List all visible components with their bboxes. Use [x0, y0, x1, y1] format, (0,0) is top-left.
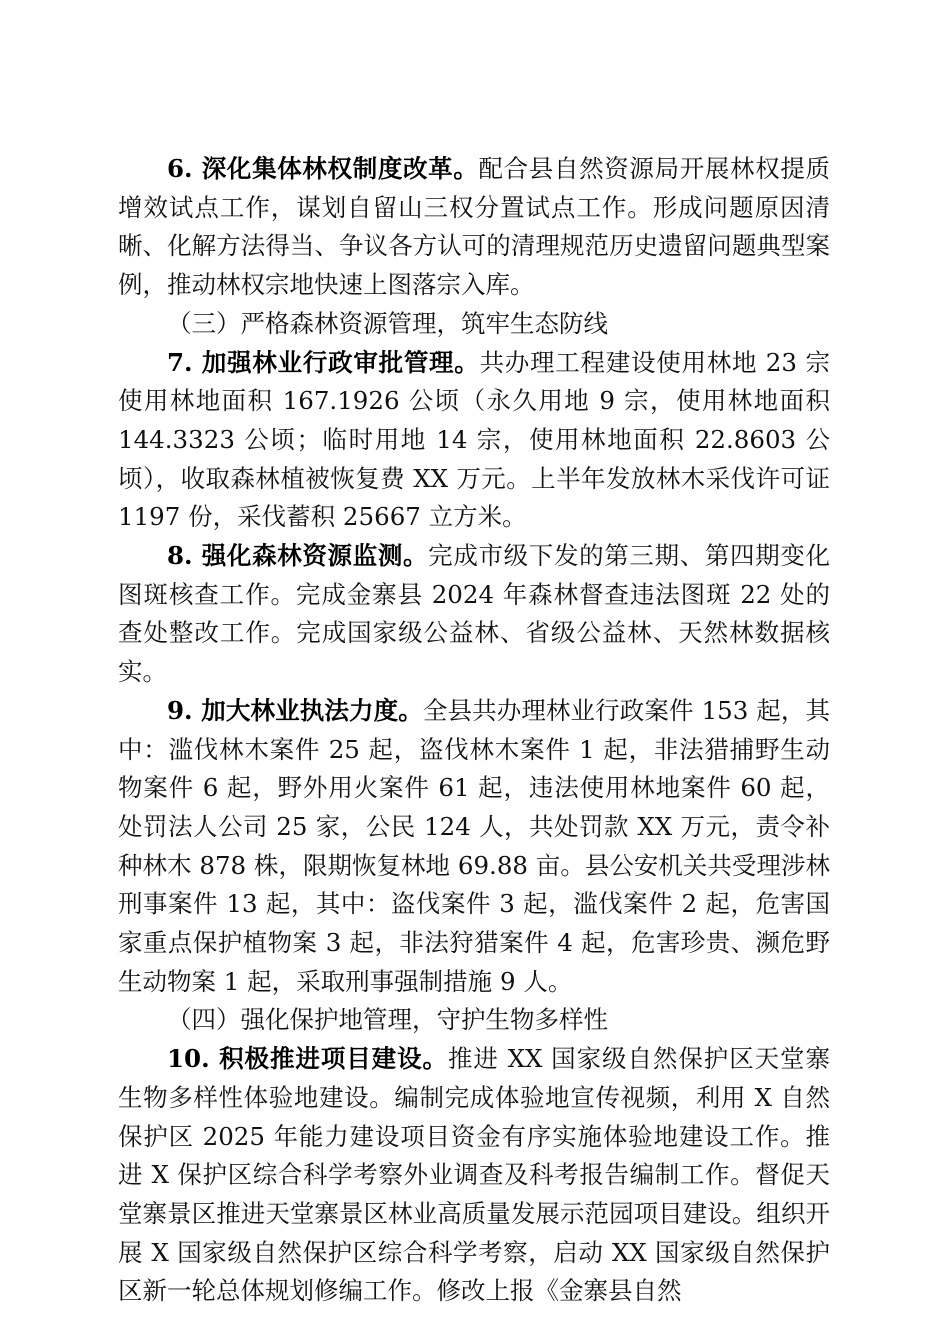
- paragraph-lead: 9. 加大林业执法力度。: [167, 695, 423, 725]
- paragraph-item-8: [118, 537, 830, 692]
- paragraph-lead: 6. 深化集体林权制度改革。: [167, 154, 479, 183]
- paragraph-item-6: [118, 150, 830, 305]
- paragraph-lead: 7. 加强林业行政审批管理。: [167, 347, 480, 377]
- paragraph-item-10: [118, 1040, 830, 1311]
- section-heading-4: （四）强化保护地管理，守护生物多样性: [167, 1005, 608, 1035]
- paragraph-text: 完成市级下发的第三期、第四期变化图斑核查工作。完成金寨县 2024 年森林督查违法图斑 22 处的查处整改工作。完成国家级公益林、省级公益林、天然林数据核实。: [118, 541, 831, 687]
- paragraph-lead: 10. 积极推进项目建设。: [167, 1044, 448, 1074]
- document-body: [118, 150, 830, 1311]
- paragraph-item-9: [118, 692, 830, 1002]
- paragraph-item-7: [118, 344, 830, 538]
- paragraph-text: 共办理工程建设使用林地 23 宗使用林地面积 167.1926 公顷（永久用地 9 宗，使用林地面积 144.3323 公顷；临时用地 14 宗，使用林地面积 22.8603 公顷），收取森林植被恢复费 XX 万元。上半年发放林木采伐许可证 1197 份，采伐蓄积 25667 立方米。: [118, 347, 831, 532]
- paragraph-text: 全县共办理林业行政案件 153 起，其中：滥伐林木案件 25 起，盗伐林木案件 1 起，非法猎捕野生动物案件 6 起，野外用火案件 61 起，违法使用林地案件 60 起，处罚法人公司 25 家，公民 124 人，共处罚款 XX 万元，责令补种林木 878 株，限期恢复林地 69.88 亩。县公安机关共受理涉林刑事案件 13 起，其中：盗伐案件 3 起，滥伐案件 2 起，危害国家重点保护植物案 3 起，非法狩猎案件 4 起，危害珍贵、濒危野生动物案 1 起，采取刑事强制措施 9 人。: [118, 695, 830, 996]
- paragraph-text: 推进 XX 国家级自然保护区天堂寨生物多样性体验地建设。编制完成体验地宣传视频，利用 X 自然保护区 2025 年能力建设项目资金有序实施体验地建设工作。推进 X 保护区综合科学考察外业调查及科考报告编制工作。督促天堂寨景区推进天堂寨景区林业高质量发展示范园项目建设。组织开展 X 国家级自然保护区综合科学考察，启动 XX 国家级自然保护区新一轮总体规划修编工作。修改上报《金寨县自然: [118, 1044, 830, 1306]
- paragraph-text: 配合县自然资源局开展林权提质增效试点工作，谋划自留山三权分置试点工作。形成问题原因清晰、化解方法得当、争议各方认可的清理规范历史遗留问题典型案例，推动林权宗地快速上图落宗入库。: [118, 154, 831, 300]
- section-heading-3: （三）严格森林资源管理，筑牢生态防线: [167, 308, 608, 338]
- paragraph-lead: 8. 强化森林资源监测。: [167, 541, 429, 571]
